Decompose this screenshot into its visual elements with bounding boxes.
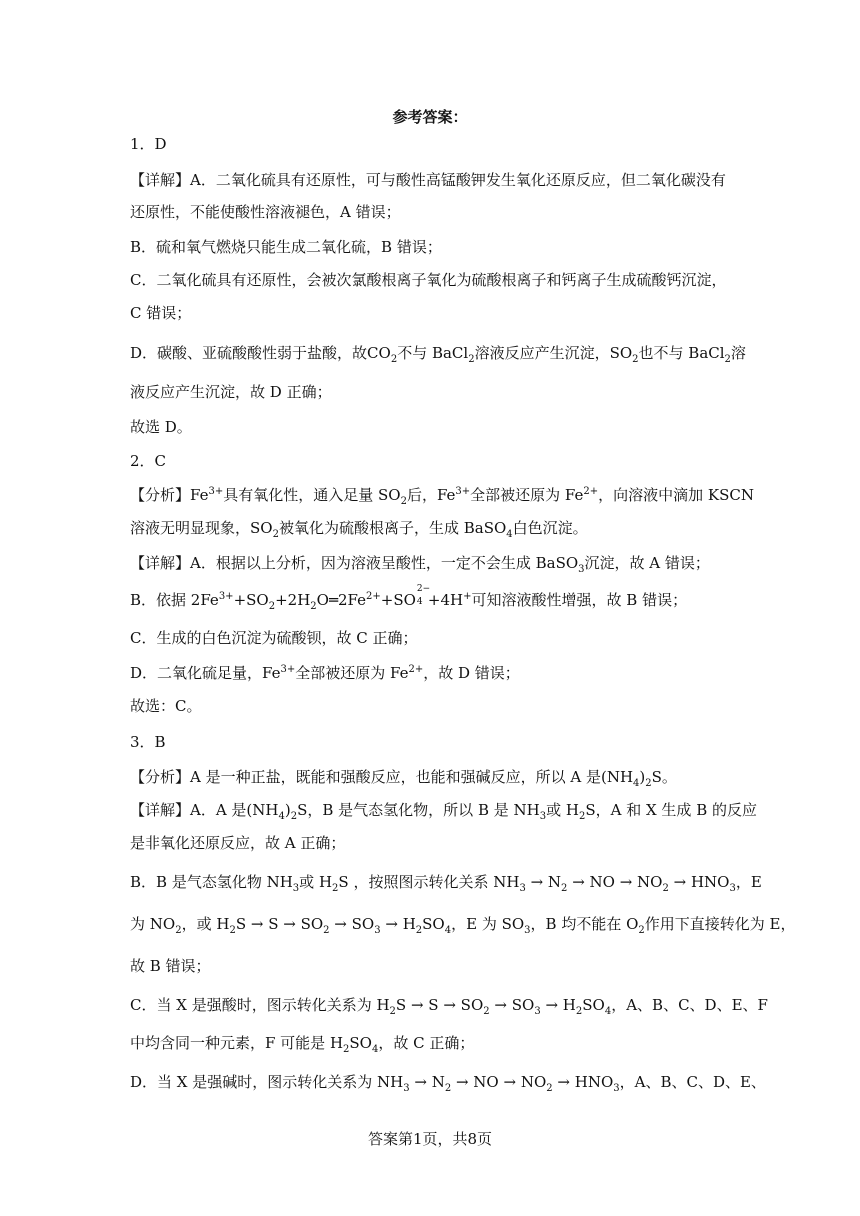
answer-1-header: 1．D bbox=[130, 135, 167, 153]
answer-2-header: 2．C bbox=[130, 452, 167, 470]
answer-1-detail: 【详解】A．二氧化硫具有还原性，可与酸性高锰酸钾发生氧化还原反应，但二氧化碳没有 bbox=[130, 171, 726, 189]
text-line: 液反应产生沉淀，故 D 正确； bbox=[130, 383, 332, 401]
page-footer: 答案第1页，共8页 bbox=[367, 1130, 493, 1148]
text-line: C 错误； bbox=[130, 304, 192, 322]
text-line: C．二氧化硫具有还原性，会被次氯酸根离子氧化为硫酸根离子和钙离子生成硫酸钙沉淀， bbox=[130, 271, 727, 289]
text-line: D．当 X 是强碱时，图示转化关系为 $NH_3 \to N_2$ → NO → $NO_2 \to HNO_3$，A、B、C、D、E、 bbox=[130, 1073, 766, 1094]
answer-2-detail: 【详解】A．根据以上分析，因为溶液呈酸性，一定不会生成 BaSO$_3$沉淀，故 A 错误； bbox=[130, 554, 710, 575]
text-line: B．硫和氧气燃烧只能生成二氧化硫，B 错误； bbox=[130, 238, 442, 256]
text-line: C．当 X 是强酸时，图示转化关系为 $H_2S \to S \to SO_2 \to SO_3 \to H_2SO_4$，A、B、C、D、E、F bbox=[130, 996, 768, 1017]
text-line: 故 B 错误； bbox=[130, 957, 211, 975]
text-line: 为 $NO_2$，或 $H_2S \to S \to SO_2 \to SO_3 \to H_2SO_4$，E 为 $SO_3$，B 均不能在 $O_2$作用下直接转化为 E， bbox=[130, 915, 796, 936]
answer-2-analysis: 【分析】$Fe^{3+}$具有氧化性，通入足量 $SO_2$后，$Fe^{3+}$全部被还原为 $Fe^{2+}$，向溶液中滴加 KSCN bbox=[130, 486, 754, 507]
text-line: C．生成的白色沉淀为硫酸钡，故 C 正确； bbox=[130, 629, 418, 647]
text-line: D．二氧化硫足量，$Fe^{3+}$全部被还原为 $Fe^{2+}$，故 D 错误； bbox=[130, 664, 520, 682]
text-line: B．B 是气态氢化物 $NH_3$或 $H_2S$ ，按照图示转化关系 $NH_3 \to N_2$ → NO → $NO_2 \to HNO_3$，E bbox=[130, 873, 762, 894]
text-line: 中均含同一种元素，F 可能是 $H_2SO_4$，故 C 正确； bbox=[130, 1034, 475, 1055]
text-line: D．碳酸、亚硫酸酸性弱于盐酸，故$CO_2$不与 BaCl$_2$溶液反应产生沉淀，$SO_2$也不与 BaCl$_2$溶 bbox=[130, 344, 746, 365]
answer-3-analysis: 【分析】A 是一种正盐，既能和强酸反应，也能和强碱反应，所以 A 是$(NH_4)_2S$。 bbox=[130, 768, 677, 789]
answer-3-detail: 【详解】A．A 是$(NH_4)_2S$，B 是气态氢化物，所以 B 是 $NH_3$或 $H_2S$，A 和 X 生成 B 的反应 bbox=[130, 801, 757, 822]
text-line: 是非氧化还原反应，故 A 正确； bbox=[130, 834, 346, 852]
text-line: 溶液无明显现象，$SO_2$被氧化为硫酸根离子，生成 BaSO$_4$白色沉淀。 bbox=[130, 519, 588, 540]
text-line: 还原性，不能使酸性溶液褪色，A 错误； bbox=[130, 203, 401, 221]
text-line: 故选：C。 bbox=[130, 697, 202, 715]
text-line: 故选 D。 bbox=[130, 418, 192, 436]
page-title: 参考答案： bbox=[392, 108, 468, 126]
answer-3-header: 3．B bbox=[130, 733, 166, 751]
text-line: B．依据 $2Fe^{3+}+SO_2+2H_2O═2Fe^{2+}+SO$ 2− 4 +4H+可知溶液酸性增强，故 B 错误； bbox=[130, 584, 688, 612]
